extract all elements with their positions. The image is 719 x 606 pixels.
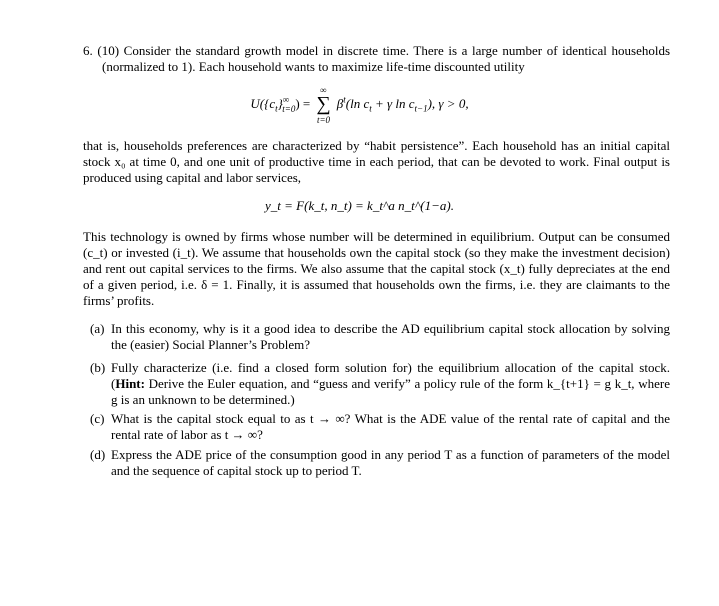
sum-lower-limit: t=0 xyxy=(316,115,331,126)
utility-equation: $U(\{c_t\}^\infty_{t=0})$ = ∞ ∑ t=0 $\beta^t(\ln$ $c_t + \gamma$ $\ln c_{t-1}$), γ > 0, xyxy=(250,85,469,126)
question-intro-text: Consider the standard growth model in discrete time. There is a large number of identical households (normalized to 1). Each household wants to maximize life-time discounted utility xyxy=(102,43,671,74)
list-item-c xyxy=(90,411,670,443)
hint-text: Derive the Euler equation, and “guess and verify” a policy rule of the form k_{t+1} = g k_t, where g is an unknown to be determined.) xyxy=(111,376,670,407)
habit-persistence-paragraph: that is, households preferences are characterized by “habit persistence”. Each household has an initial capital stock x₀ at time 0, and one unit of productive time in each period, that can be devoted to work. Final output is produced using capital and labor services, xyxy=(83,138,670,185)
item-text: Express the ADE price of the consumption good in any period T as a function of parameters of the model and the sequence of capital stock up to period T. xyxy=(111,447,670,478)
item-text: What is the capital stock equal to as t → ∞? What is the ADE value of the rental rate of capital and the rental rate of labor as t → ∞? xyxy=(111,411,670,442)
sum-upper-limit: ∞ xyxy=(320,85,327,96)
list-item-a xyxy=(90,321,670,353)
summation-symbol: ∞ ∑ t=0 xyxy=(314,96,334,114)
question-number: 6. xyxy=(83,43,93,58)
utility-rhs-tail: ), γ > 0, xyxy=(427,96,469,111)
utility-lhs-tail: } xyxy=(277,96,283,111)
utility-rhs-mid: + γ ln c xyxy=(371,96,415,111)
item-label: (d) xyxy=(90,447,106,462)
item-text: In this economy, why is it a good idea to describe the AD equilibrium capital stock allocation by solving the (easier) Social Planner’s Problem? xyxy=(111,321,670,352)
item-b-main-text: Fully characterize (i.e. find a closed form solution for) the equilibrium allocation of the capital stock. xyxy=(111,360,670,375)
production-equation: y_t = F(k_t, n_t) = k_t^a n_t^(1−a). xyxy=(265,198,454,213)
item-label: (a) xyxy=(90,321,105,336)
utility-rhs: (ln c xyxy=(345,96,370,111)
question-intro xyxy=(83,43,670,75)
item-label: (b) xyxy=(90,360,106,375)
item-label: (c) xyxy=(90,411,105,426)
technology-paragraph: This technology is owned by firms whose number will be determined in equilibrium. Output can be consumed (c_t) or invested (i_t). We assume that households own the capital stock (so they make the investment decision) and rent out capital services to the firms. We also assume that the capital stock (x_t) fully depreciates at the end of a given period, i.e. δ = 1. Finally, it is assumed that households own the firms, i.e. they are claimants to the firms’ profits. xyxy=(83,229,670,308)
hint-label: Hint: xyxy=(115,376,145,391)
utility-lhs: U({c xyxy=(250,96,276,111)
item-text: Fully characterize (i.e. find a closed form solution for) the equilibrium allocation of the capital stock. (Hint: Derive the Euler equation, and “guess and verify” a policy rule of the form k_{t+1} = g k_t, where g is an unknown to be determined.) xyxy=(111,360,670,407)
question-points: (10) xyxy=(97,43,120,58)
list-item-d xyxy=(90,447,670,479)
list-item-b xyxy=(90,360,670,408)
utility-equals: ) = xyxy=(295,96,311,111)
